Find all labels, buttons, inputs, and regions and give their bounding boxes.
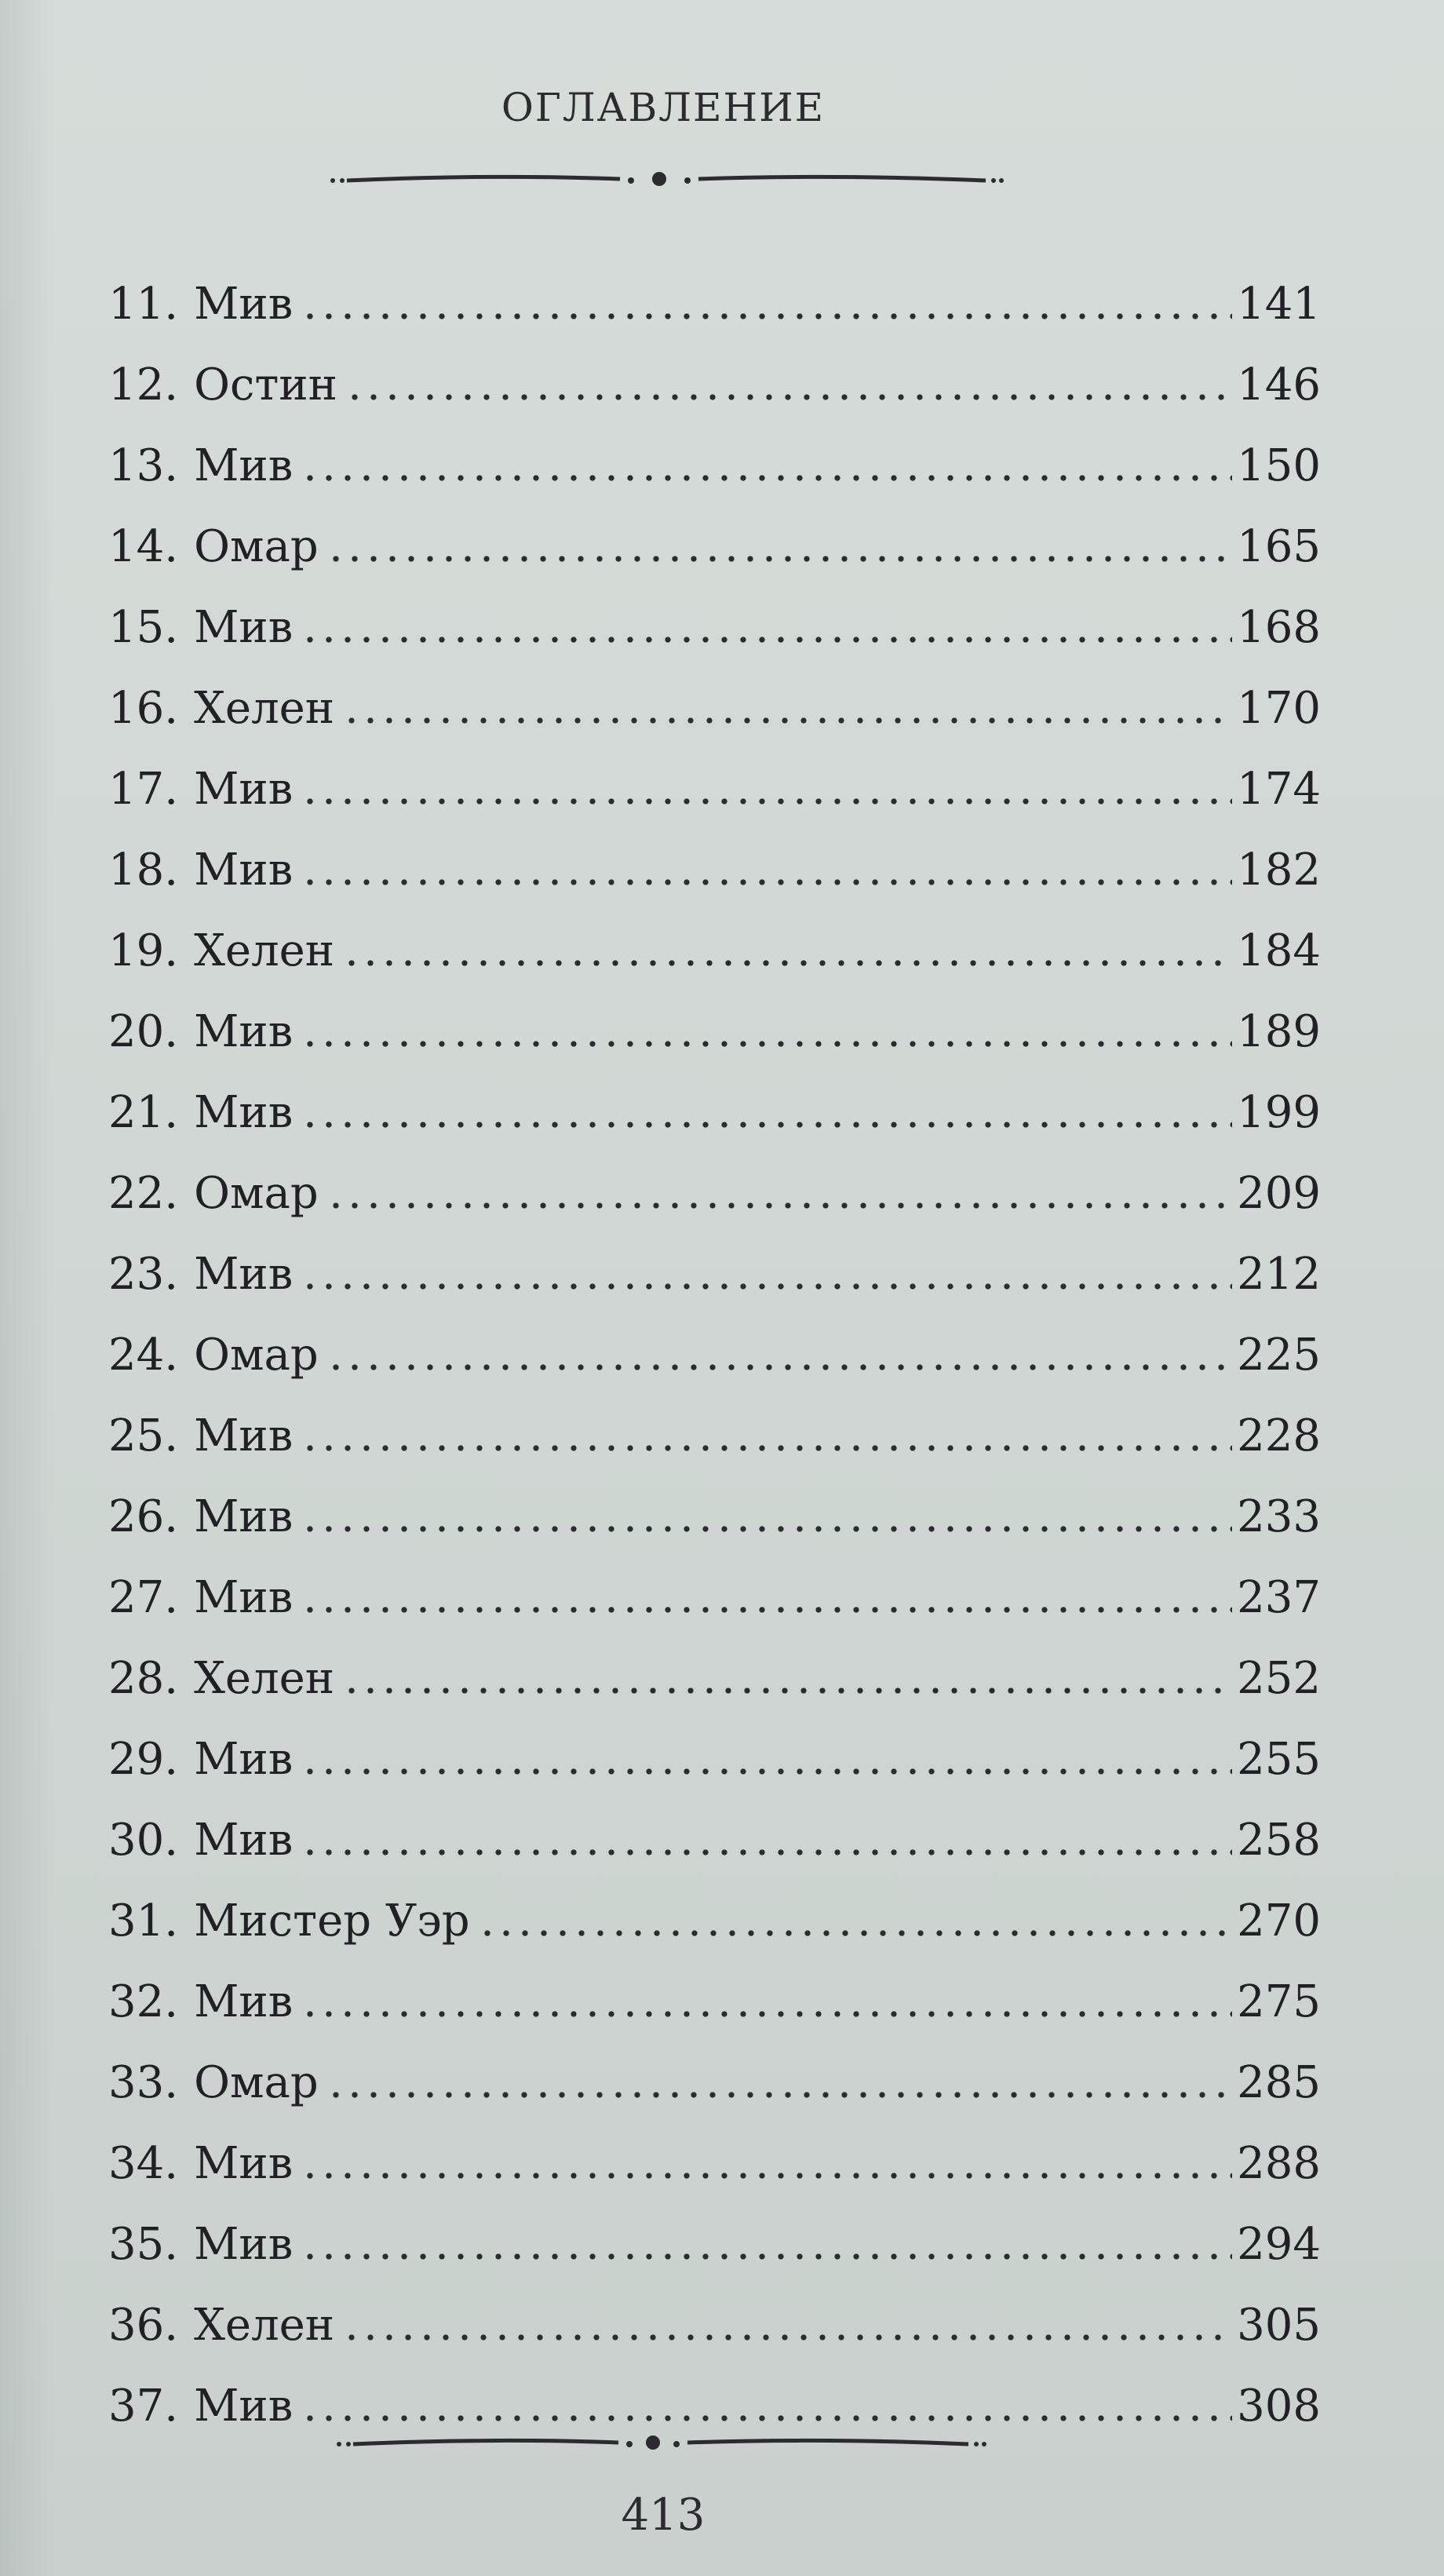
- chapter-number: 30.: [108, 1815, 179, 1866]
- chapter-page: 294: [1237, 2219, 1321, 2270]
- dot-leader: [301, 2253, 1232, 2260]
- chapter-number: 20.: [108, 1006, 179, 1057]
- chapter-number: 23.: [108, 1249, 179, 1300]
- toc-entry[interactable]: [108, 1058, 1321, 1139]
- dot-leader: [301, 1041, 1232, 1047]
- chapter-title: Мив: [194, 1815, 294, 1866]
- toc-entry[interactable]: [108, 1543, 1321, 1624]
- toc-entry[interactable]: [108, 2271, 1321, 2352]
- chapter-page: 228: [1237, 1410, 1321, 1461]
- ornament-line: [347, 177, 620, 181]
- chapter-page: 168: [1237, 602, 1321, 653]
- chapter-title: Омар: [194, 1330, 319, 1381]
- chapter-page: 308: [1237, 2381, 1321, 2432]
- chapter-page: 275: [1237, 1976, 1321, 2027]
- dot-leader: [326, 556, 1232, 562]
- chapter-title: Хелен: [194, 925, 335, 976]
- ornament-line: [687, 2440, 968, 2444]
- chapter-title: Хелен: [194, 2300, 335, 2351]
- chapter-number: 37.: [108, 2381, 179, 2432]
- toc-entry[interactable]: [108, 1139, 1321, 1220]
- dot-leader: [345, 394, 1232, 400]
- ornament-center-dot: [652, 172, 666, 186]
- chapter-title: Остин: [194, 359, 337, 410]
- dot-leader: [342, 2334, 1232, 2341]
- ornament-dot: [684, 177, 691, 184]
- chapter-number: 35.: [108, 2219, 179, 2270]
- toc-entry[interactable]: [108, 1947, 1321, 2028]
- dot-leader: [301, 2173, 1232, 2179]
- chapter-number: 17.: [108, 764, 179, 815]
- chapter-page: 209: [1237, 1168, 1321, 1219]
- toc-entry[interactable]: [108, 492, 1321, 573]
- chapter-page: 199: [1237, 1087, 1321, 1138]
- dot-leader: [326, 1202, 1232, 1209]
- chapter-title: Омар: [194, 521, 319, 572]
- chapter-page: 212: [1237, 1249, 1321, 1300]
- toc-entry[interactable]: [108, 250, 1321, 330]
- toc-entry[interactable]: [108, 896, 1321, 977]
- chapter-title: Мив: [194, 764, 294, 815]
- table-of-contents: [108, 250, 1321, 2432]
- dot-leader: [342, 717, 1232, 724]
- dot-leader: [301, 1849, 1232, 1855]
- page-title: ОГЛАВЛЕНИЕ: [501, 85, 826, 130]
- chapter-title: Мив: [194, 2138, 294, 2189]
- chapter-number: 28.: [108, 1653, 179, 1704]
- dot-leader: [478, 1930, 1233, 1936]
- chapter-number: 26.: [108, 1491, 179, 1542]
- chapter-number: 19.: [108, 925, 179, 976]
- chapter-title: Мив: [194, 279, 294, 330]
- bottom-ornament-divider: [336, 2427, 987, 2458]
- chapter-page: 252: [1237, 1653, 1321, 1704]
- chapter-page: 258: [1237, 1815, 1321, 1866]
- chapter-title: Хелен: [194, 683, 335, 734]
- chapter-page: 165: [1237, 521, 1321, 572]
- dot-leader: [342, 1688, 1232, 1694]
- page-number: 413: [621, 2490, 706, 2541]
- chapter-number: 25.: [108, 1410, 179, 1461]
- chapter-page: 150: [1237, 440, 1321, 491]
- chapter-title: Мив: [194, 845, 294, 896]
- dot-leader: [301, 1607, 1232, 1613]
- ornament-dot: [340, 178, 345, 183]
- chapter-page: 170: [1237, 683, 1321, 734]
- ornament-dot: [982, 2442, 986, 2446]
- chapter-title: Мистер Уэр: [194, 1896, 470, 1947]
- ornament-line: [353, 2440, 618, 2444]
- toc-entry[interactable]: [108, 573, 1321, 654]
- chapter-title: Мив: [194, 2219, 294, 2270]
- chapter-page: 184: [1237, 925, 1321, 976]
- chapter-title: Мив: [194, 2381, 294, 2432]
- chapter-number: 21.: [108, 1087, 179, 1138]
- dot-leader: [301, 1526, 1232, 1532]
- chapter-page: 233: [1237, 1491, 1321, 1542]
- dot-leader: [301, 2415, 1232, 2421]
- chapter-title: Омар: [194, 2057, 319, 2108]
- chapter-number: 32.: [108, 1976, 179, 2027]
- toc-entry[interactable]: [108, 815, 1321, 896]
- chapter-title: Мив: [194, 440, 294, 491]
- chapter-page: 285: [1237, 2057, 1321, 2108]
- dot-leader: [301, 798, 1232, 805]
- chapter-number: 29.: [108, 1734, 179, 1785]
- toc-entry[interactable]: [108, 1705, 1321, 1786]
- chapter-page: 189: [1237, 1006, 1321, 1057]
- chapter-title: Мив: [194, 1976, 294, 2027]
- dot-leader: [342, 960, 1232, 966]
- chapter-title: Мив: [194, 1006, 294, 1057]
- chapter-number: 13.: [108, 440, 179, 491]
- ornament-dot: [974, 2442, 979, 2446]
- chapter-number: 22.: [108, 1168, 179, 1219]
- top-ornament-divider: [330, 163, 1005, 195]
- toc-entry[interactable]: [108, 330, 1321, 411]
- chapter-title: Мив: [194, 1249, 294, 1300]
- chapter-number: 31.: [108, 1896, 179, 1947]
- dot-leader: [301, 879, 1232, 885]
- chapter-number: 24.: [108, 1330, 179, 1381]
- ornament-dot: [346, 2442, 351, 2446]
- chapter-page: 255: [1237, 1734, 1321, 1785]
- toc-entry[interactable]: [108, 1786, 1321, 1866]
- toc-entry[interactable]: [108, 1462, 1321, 1543]
- toc-entry[interactable]: [108, 1866, 1321, 1947]
- chapter-title: Мив: [194, 1572, 294, 1623]
- chapter-title: Омар: [194, 1168, 319, 1219]
- chapter-page: 270: [1237, 1896, 1321, 1947]
- chapter-page: 182: [1237, 845, 1321, 896]
- chapter-number: 18.: [108, 845, 179, 896]
- chapter-page: 174: [1237, 764, 1321, 815]
- dot-leader: [301, 313, 1232, 319]
- chapter-title: Мив: [194, 1491, 294, 1542]
- ornament-dot: [991, 178, 996, 183]
- chapter-title: Мив: [194, 1087, 294, 1138]
- chapter-number: 34.: [108, 2138, 179, 2189]
- chapter-number: 27.: [108, 1572, 179, 1623]
- chapter-page: 225: [1237, 1330, 1321, 1381]
- ornament-dot: [337, 2442, 341, 2446]
- chapter-page: 146: [1237, 359, 1321, 410]
- ornament-dot: [628, 177, 634, 184]
- dot-leader: [301, 2011, 1232, 2017]
- chapter-number: 14.: [108, 521, 179, 572]
- dot-leader: [326, 2092, 1232, 2098]
- chapter-number: 12.: [108, 359, 179, 410]
- ornament-dot: [330, 178, 335, 183]
- chapter-title: Хелен: [194, 1653, 335, 1704]
- toc-entry[interactable]: [108, 1220, 1321, 1301]
- toc-entry[interactable]: [108, 2352, 1321, 2432]
- ornament-line: [698, 177, 986, 181]
- chapter-number: 16.: [108, 683, 179, 734]
- toc-entry[interactable]: [108, 1624, 1321, 1705]
- dot-leader: [301, 1445, 1232, 1451]
- chapter-page: 288: [1237, 2138, 1321, 2189]
- chapter-page: 237: [1237, 1572, 1321, 1623]
- dot-leader: [301, 475, 1232, 481]
- toc-entry[interactable]: [108, 2028, 1321, 2109]
- toc-entry[interactable]: [108, 977, 1321, 1058]
- chapter-page: 305: [1237, 2300, 1321, 2351]
- toc-entry[interactable]: [108, 1381, 1321, 1462]
- toc-entry[interactable]: [108, 2109, 1321, 2190]
- chapter-page: 141: [1237, 279, 1321, 330]
- dot-leader: [301, 637, 1232, 643]
- toc-entry[interactable]: [108, 1301, 1321, 1381]
- toc-entry[interactable]: [108, 654, 1321, 735]
- chapter-title: Мив: [194, 1734, 294, 1785]
- page-gutter-shadow: [0, 0, 55, 2576]
- chapter-number: 11.: [108, 279, 179, 330]
- dot-leader: [301, 1122, 1232, 1128]
- ornament-dot: [673, 2441, 680, 2447]
- chapter-title: Мив: [194, 1410, 294, 1461]
- ornament-dot: [999, 178, 1004, 183]
- dot-leader: [301, 1283, 1232, 1290]
- chapter-number: 33.: [108, 2057, 179, 2108]
- chapter-number: 36.: [108, 2300, 179, 2351]
- dot-leader: [326, 1364, 1232, 1370]
- chapter-number: 15.: [108, 602, 179, 653]
- ornament-center-dot: [646, 2436, 660, 2450]
- ornament-dot: [626, 2441, 633, 2447]
- toc-entry[interactable]: [108, 735, 1321, 815]
- dot-leader: [301, 1768, 1232, 1775]
- chapter-title: Мив: [194, 602, 294, 653]
- toc-entry[interactable]: [108, 411, 1321, 492]
- toc-entry[interactable]: [108, 2190, 1321, 2271]
